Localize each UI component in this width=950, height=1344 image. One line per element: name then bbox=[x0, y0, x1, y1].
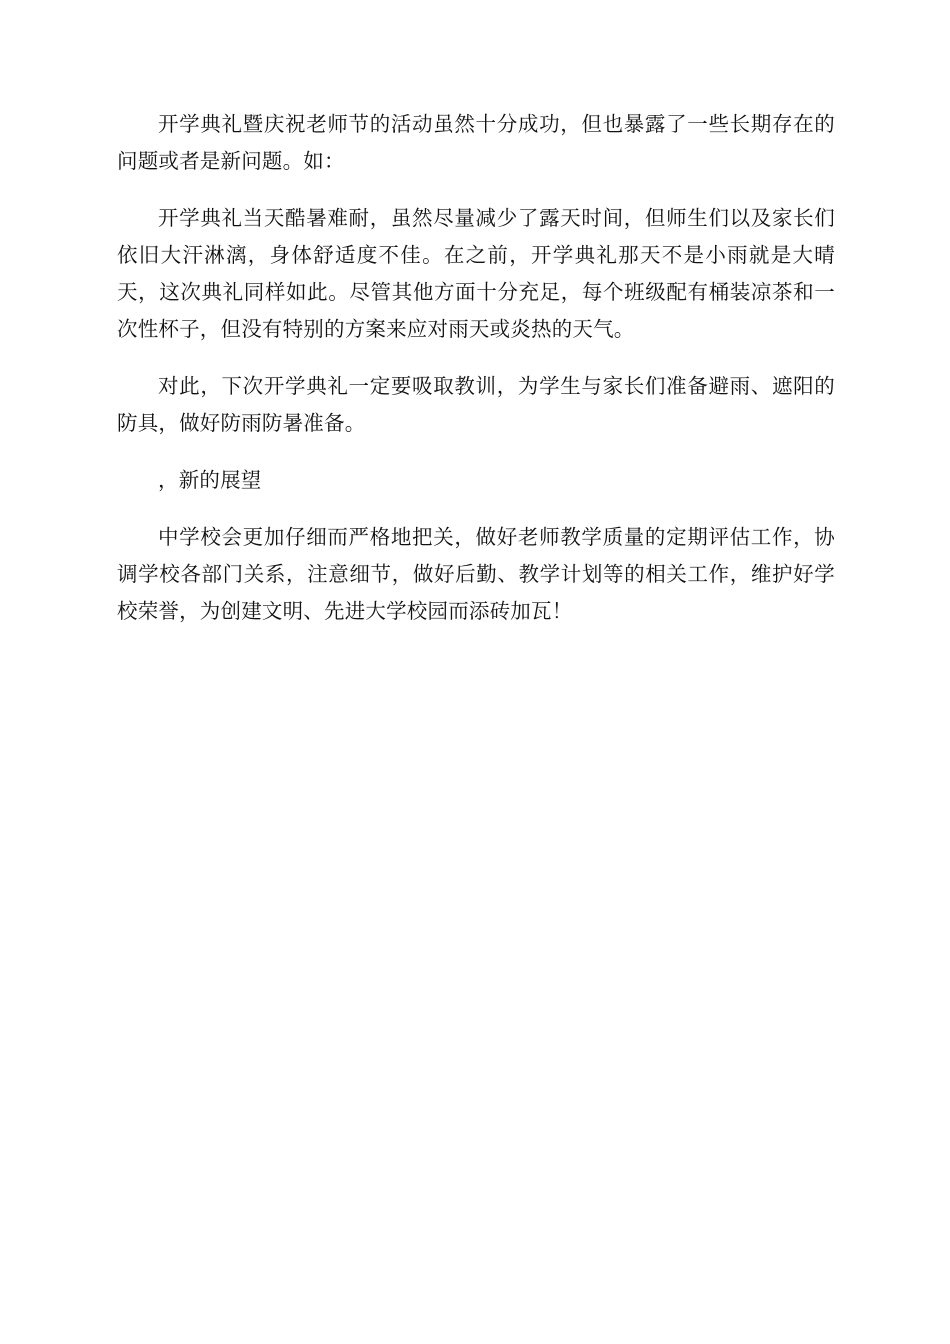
paragraph-problems-intro: 开学典礼暨庆祝老师节的活动虽然十分成功，但也暴露了一些长期存在的问题或者是新问题。如： bbox=[117, 112, 835, 173]
paragraph-outlook: 中学校会更加仔细而严格地把关，做好老师教学质量的定期评估工作，协调学校各部门关系，注意细节，做好后勤、教学计划等的相关工作，维护好学校荣誉，为创建文明、先进大学校园而添砖加瓦！ bbox=[117, 525, 835, 623]
paragraph-weather-issue: 开学典礼当天酷暑难耐，虽然尽量减少了露天时间，但师生们以及家长们依旧大汗淋漓，身体舒适度不佳。在之前，开学典礼那天不是小雨就是大晴天，这次典礼同样如此。尽管其他方面十分充足，每个班级配有桶装凉茶和一次性杯子，但没有特别的方案来应对雨天或炎热的天气。 bbox=[117, 206, 835, 341]
document-body bbox=[117, 106, 835, 650]
paragraph-improvement: 对此，下次开学典礼一定要吸取教训，为学生与家长们准备避雨、遮阳的防具，做好防雨防暑准备。 bbox=[117, 374, 835, 435]
section-heading-outlook: ，新的展望 bbox=[158, 468, 262, 492]
